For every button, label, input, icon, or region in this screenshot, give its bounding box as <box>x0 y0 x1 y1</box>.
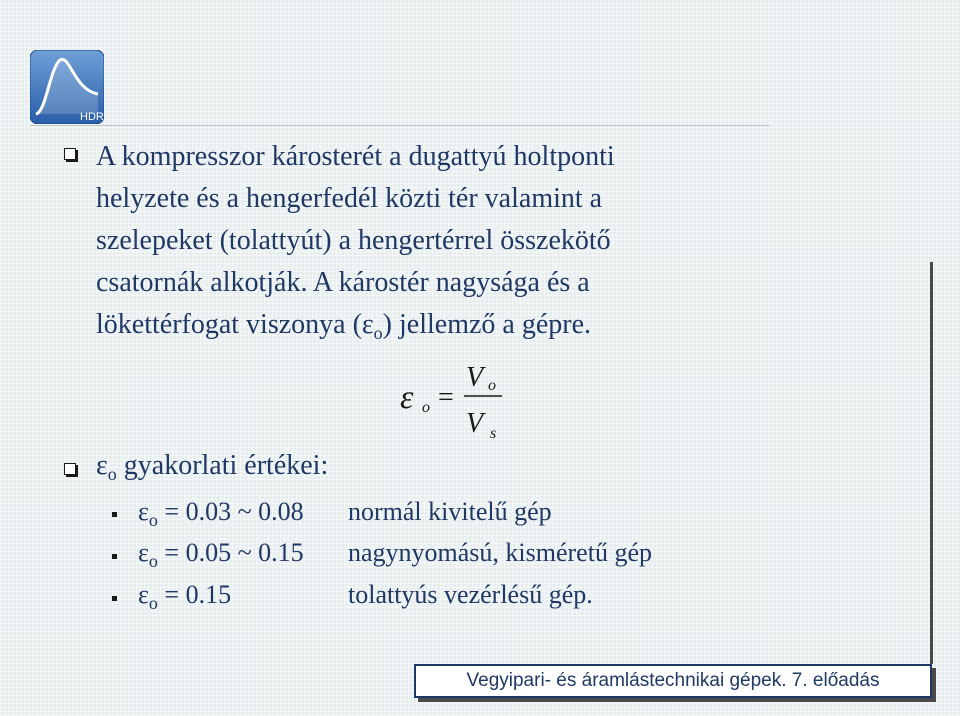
paragraph-line-2: helyzete és a hengerfedél közti tér valamint a <box>96 183 603 214</box>
bullet-icon <box>64 148 76 160</box>
formula-denominator: V <box>466 408 484 439</box>
value-symbol: ε <box>138 538 149 567</box>
value-item-2 <box>138 538 304 572</box>
sub-bullet-icon <box>112 554 117 559</box>
paragraph-line-5 <box>96 304 796 354</box>
value-desc-3: tolattyús vezérlésű gép. <box>348 580 593 609</box>
formula-lhs: ε <box>400 379 414 416</box>
sub-bullet-icon <box>112 596 117 601</box>
value-symbol: ε <box>138 497 149 526</box>
value-range: = 0.15 <box>157 580 232 609</box>
formula-equals: = <box>438 382 454 413</box>
paragraph-line-4: csatornák alkotják. A károstér nagysága és a <box>96 267 590 298</box>
formula-lhs-sub: o <box>422 399 430 416</box>
sub-bullet-icon <box>112 512 117 517</box>
paragraph-line-3: szelepeket (tolattyút) a hengertérrel összekötő <box>96 225 611 256</box>
paragraph-line-5-after: ) jellemző a gépre. <box>382 309 592 340</box>
formula-numerator: V <box>466 362 484 393</box>
value-item-1 <box>138 497 304 531</box>
value-sub: o <box>148 551 158 571</box>
values-heading <box>96 450 328 485</box>
formula <box>400 358 520 448</box>
paragraph-line-5-before: lökettérfogat viszonya (ε <box>96 309 374 340</box>
epsilon-subscript: o <box>373 323 383 343</box>
formula-denominator-sub: s <box>490 425 497 442</box>
main-paragraph <box>96 136 796 354</box>
values-heading-text: gyakorlati értékei: <box>116 450 329 481</box>
footer-banner: Vegyipari- és áramlástechnikai gépek. 7. előadás <box>414 664 932 698</box>
header-divider <box>30 125 770 126</box>
paragraph-line-1: A kompresszor károsterét a dugattyú holtponti <box>96 141 615 172</box>
values-heading-sub: o <box>107 464 117 484</box>
logo-text: HDR <box>80 111 104 123</box>
values-heading-symbol: ε <box>96 450 108 481</box>
value-range: = 0.03 ~ 0.08 <box>157 497 304 526</box>
value-desc-1: normál kivitelű gép <box>348 497 552 526</box>
slide-frame-edge <box>930 262 933 664</box>
value-symbol: ε <box>138 580 149 609</box>
formula-numerator-sub: o <box>488 377 496 394</box>
value-desc-2: nagynyomású, kisméretű gép <box>348 538 652 567</box>
value-item-3 <box>138 580 231 614</box>
value-sub: o <box>148 510 158 530</box>
value-range: = 0.05 ~ 0.15 <box>157 538 304 567</box>
value-sub: o <box>148 593 158 613</box>
hdr-logo <box>30 50 104 124</box>
bullet-icon <box>64 463 76 475</box>
